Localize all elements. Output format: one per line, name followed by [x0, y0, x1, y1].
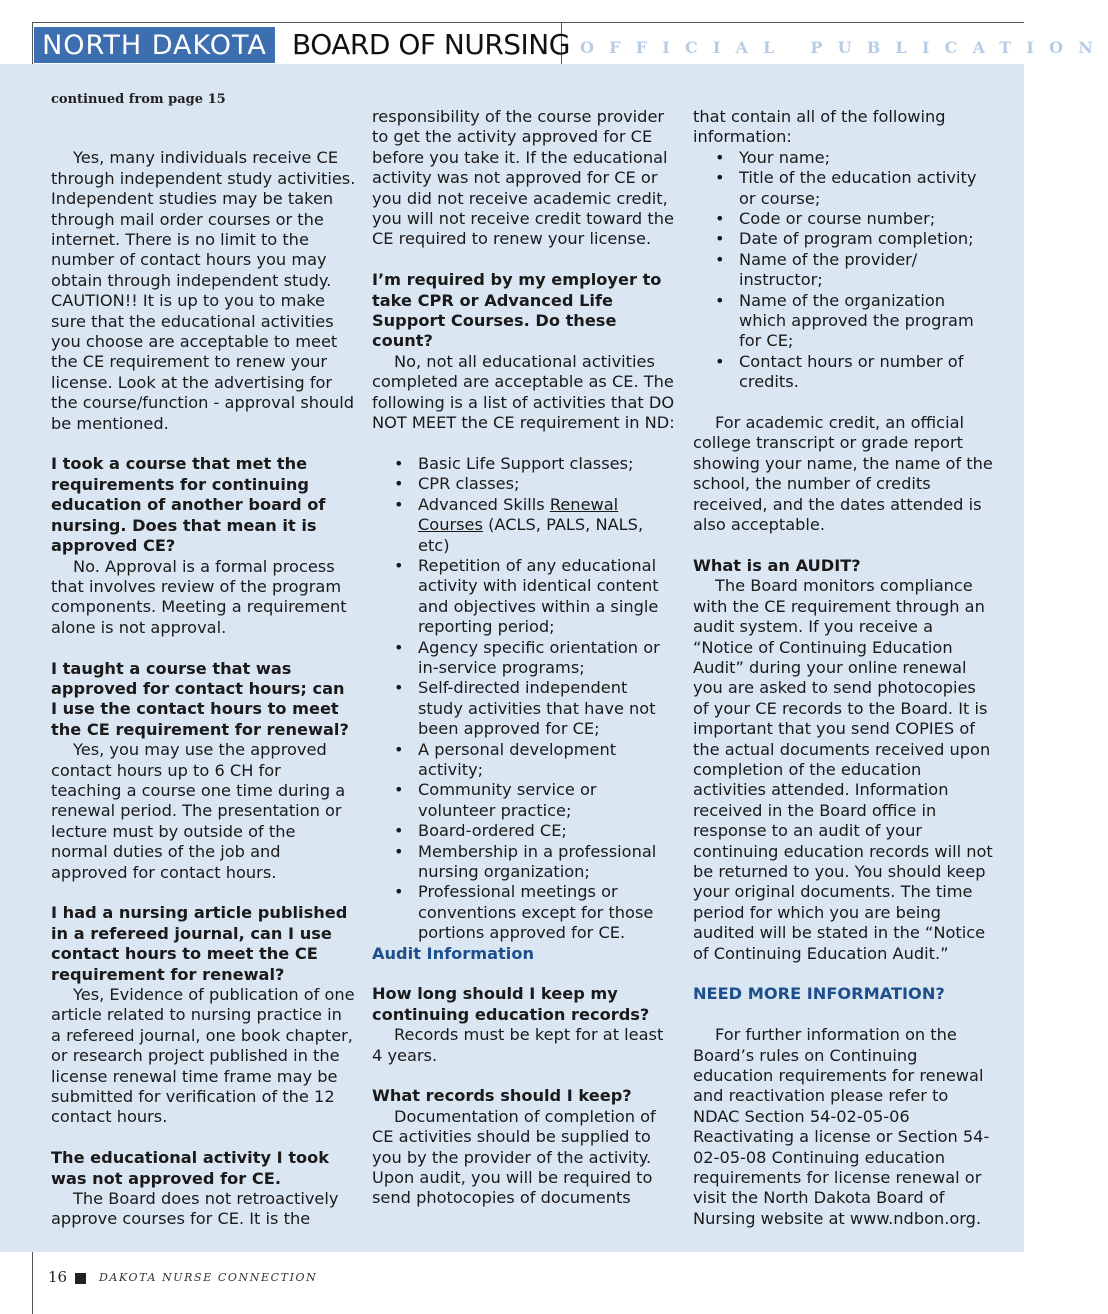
list-item-text: Advanced Skills — [418, 494, 550, 514]
footer-rule — [32, 1252, 33, 1314]
masthead-tagline: OFFICIAL PUBLICATION — [580, 38, 1108, 57]
audit-information-heading: Audit Information — [372, 943, 534, 963]
masthead — [0, 0, 1108, 66]
list-item: • A personal development activity; — [372, 740, 677, 781]
column-1 — [51, 90, 356, 1230]
col2-answer-3: Documentation of completion of CE activities should be supplied to you by the provider of the activity. Upon audit, you will be required to send photocopies of documents — [372, 1106, 656, 1208]
col3-question-2: What is an AUDIT? — [693, 555, 861, 575]
not-acceptable-list — [372, 454, 677, 944]
renewal-courses-link[interactable]: Renewal Courses — [418, 494, 619, 535]
list-item: • Agency specific orientation or in-service programs; — [372, 638, 677, 679]
publication-name: DAKOTA NURSE CONNECTION — [99, 1271, 318, 1284]
list-item: • Date of program completion; — [693, 229, 993, 249]
column-3 — [693, 107, 993, 1229]
col2-paragraph-0: responsibility of the course provider to get the activity approved for CE before you take it. If the educational activity was not approved for CE or you did not receive academic credit, you will not receive credit toward the CE required to renew your license. — [372, 107, 674, 249]
list-item: • Self-directed independent study activities that have not been approved for CE; — [372, 678, 677, 739]
list-item: • Code or course number; — [693, 209, 993, 229]
col1-paragraph-1: Yes, many individuals receive CE through independent study activities. Independent studies may be taken through mail order courses or the internet. There is no limit to the number of contact hours you may obtain through independent study. CAUTION!! It is up to you to make sure that the educational activities you choose are acceptable to meet the CE requirement to renew your license. Look at the advertising for the course/function - approval should be mentioned. — [51, 148, 356, 433]
col1-answer-2: No. Approval is a formal process that involves review of the program components. Meeting a requirement alone is not approval. — [51, 556, 347, 637]
list-item: • Professional meetings or conventions except for those portions approved for CE. — [372, 882, 677, 943]
list-item: • Your name; — [693, 148, 993, 168]
list-item: • Board-ordered CE; — [372, 821, 677, 841]
column-2 — [372, 107, 677, 1209]
col3-paragraph-1: For academic credit, an official college transcript or grade report showing your name, the name of the school, the number of credits received, and the dates attended is also acceptable. — [693, 413, 993, 535]
col1-question-2: I took a course that met the requirements for continuing education of another board of nursing. Does that mean it is approved CE? — [51, 454, 326, 556]
col3-paragraph-3: For further information on the Board’s rules on Continuing education requirements for renewal and reactivation please refer to NDAC Section 54-02-05-06 Reactivating a license or Section 54-02-05-08 Continuing education requirements for license renewal or visit the North Dakota Board of Nursing website at www.ndbon.org. — [693, 1025, 990, 1228]
col2-question-3: What records should I keep? — [372, 1086, 632, 1106]
col2-question-2: How long should I keep my continuing education records? — [372, 984, 650, 1024]
col1-question-4: I had a nursing article published in a refereed journal, can I use contact hours to meet the CE requirement for renewal? — [51, 903, 348, 984]
list-item: • Name of the provider/ instructor; — [693, 250, 993, 291]
col2-answer-2: Records must be kept for at least 4 years. — [372, 1025, 664, 1065]
list-item: • Community service or volunteer practice; — [372, 780, 677, 821]
col2-answer-1: No, not all educational activities completed are acceptable as CE. The following is a list of activities that DO NOT MEET the CE requirement in ND: — [372, 351, 675, 433]
masthead-title: BOARD OF NURSING — [292, 28, 570, 61]
list-item: • Repetition of any educational activity with identical content and objectives within a single reporting period; — [372, 556, 677, 638]
col1-question-3: I taught a course that was approved for contact hours; can I use the contact hours to meet the CE requirement for renewal? — [51, 658, 349, 739]
masthead-rule — [32, 22, 1024, 23]
col1-answer-3: Yes, you may use the approved contact hours up to 6 CH for teaching a course one time during a renewal period. The presentation or lecture must by outside of the normal duties of the job and approved for contact hours. — [51, 740, 346, 882]
col1-question-5: The educational activity I took was not approved for CE. — [51, 1148, 330, 1188]
list-item: • Membership in a professional nursing organization; — [372, 842, 677, 883]
records-list — [693, 148, 993, 393]
col3-paragraph-0: that contain all of the following information: — [693, 107, 946, 147]
list-item: • Basic Life Support classes; — [372, 454, 677, 474]
page-footer — [0, 1252, 1024, 1314]
need-more-info-heading: NEED MORE INFORMATION? — [693, 984, 945, 1004]
list-item: • Name of the organization which approved the program for CE; — [693, 291, 993, 352]
col2-question-1: I’m required by my employer to take CPR or Advanced Life Support Courses. Do these count? — [372, 270, 662, 351]
masthead-left-rule — [32, 22, 33, 66]
list-item-text: (ACLS, PALS, NALS, etc) — [418, 515, 644, 555]
article-body — [0, 64, 1024, 1252]
masthead-brand: NORTH DAKOTA — [34, 27, 275, 63]
square-bullet-icon — [75, 1273, 86, 1284]
list-item: • Title of the education activity or course; — [693, 168, 993, 209]
continued-note: continued from page 15 — [51, 92, 226, 107]
col1-answer-4: Yes, Evidence of publication of one article related to nursing practice in a refereed journal, one book chapter, or research project published in the license renewal time frame may be submitted for verification of the 12 contact hours. — [51, 985, 355, 1127]
list-item: • CPR classes; — [372, 474, 677, 494]
col3-answer-2: The Board monitors compliance with the CE requirement through an audit system. If you receive a “Notice of Continuing Education Audit” during your online renewal you are asked to send photocopies of your CE records to the Board. It is important that you send COPIES of the actual documents received upon completion of the education activities attended. Information received in the Board office in response to an audit of your continuing education records will not be returned to you. You should keep your original documents. The time period for which you are being audited will be stated in the “Notice of Continuing Education Audit.” — [693, 576, 993, 963]
list-item: • Contact hours or number of credits. — [693, 352, 993, 393]
col1-answer-5: The Board does not retroactively approve courses for CE. It is the — [51, 1189, 339, 1229]
page-number: 16 — [48, 1268, 68, 1286]
list-item — [372, 495, 677, 556]
